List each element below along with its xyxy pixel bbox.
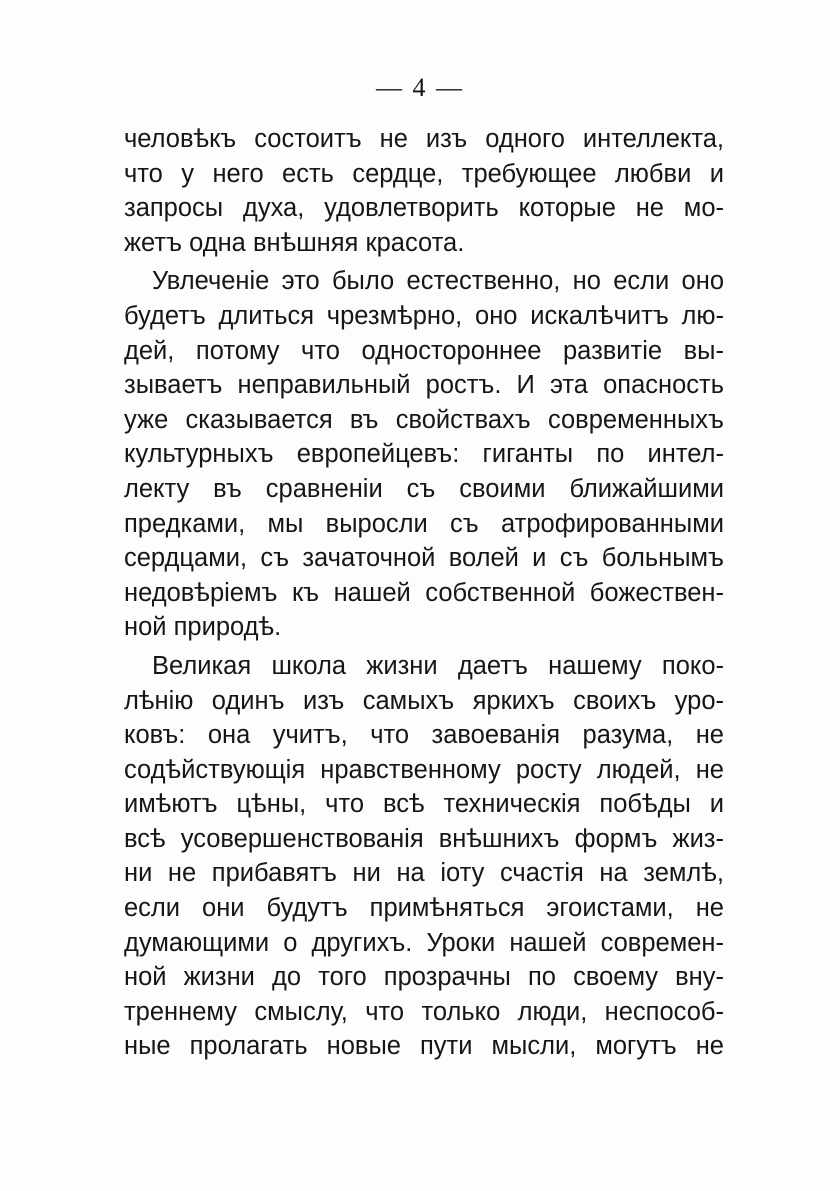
text-line: предками, мы выросли съ атрофированными xyxy=(124,509,724,538)
paragraph-1 xyxy=(124,122,724,260)
text-line: лѣнію одинъ изъ самыхъ яркихъ своихъ уро- xyxy=(124,686,724,715)
text-line: содѣйствующія нравственному росту людей, не xyxy=(124,755,724,784)
text-line: недовѣріемъ къ нашей собственной божествен- xyxy=(124,578,724,607)
text-line: что у него есть сердце, требующее любви и xyxy=(124,159,724,188)
text-line: треннему смыслу, что только люди, неспособ- xyxy=(124,997,724,1026)
text-line: ные пролагать новые пути мысли, могутъ не xyxy=(124,1032,724,1061)
text-line: ковъ: она учитъ, что завоеванія разума, не xyxy=(124,721,724,750)
text-line: ной природѣ. xyxy=(124,613,282,642)
text-line: ни не прибавятъ ни на іоту счастія на землѣ, xyxy=(124,859,724,888)
paragraph-3 xyxy=(124,649,724,1064)
text-line: дей, потому что одностороннее развитіе вы- xyxy=(124,336,724,365)
text-line: думающими о другихъ. Уроки нашей современ- xyxy=(124,928,724,957)
text-line: ной жизни до того прозрачны по своему вну- xyxy=(124,963,724,992)
text-line: лекту въ сравненіи съ своими ближайшими xyxy=(124,474,724,503)
text-line: культурныхъ европейцевъ: гиганты по интел- xyxy=(124,440,724,469)
text-line: всѣ усовершенствованія внѣшнихъ формъ жиз- xyxy=(124,824,724,853)
text-line: имѣютъ цѣны, что всѣ техническія побѣды и xyxy=(124,790,724,819)
text-line: будетъ длиться чрезмѣрно, оно искалѣчитъ лю- xyxy=(124,301,724,330)
body-text xyxy=(124,122,724,1064)
text-line: уже сказывается въ свойствахъ современныхъ xyxy=(124,405,724,434)
text-line: Великая школа жизни даетъ нашему поко- xyxy=(152,651,724,680)
page-number: — 4 — xyxy=(376,73,464,102)
text-line: Увлеченіе это было естественно, но если оно xyxy=(152,267,724,296)
text-line: если они будутъ примѣняться эгоистами, не xyxy=(124,894,724,923)
text-line: запросы духа, удовлетворить которые не мо- xyxy=(124,194,724,223)
text-line: сердцами, съ зачаточной волей и съ больнымъ xyxy=(124,544,724,573)
paragraph-2 xyxy=(124,264,724,645)
text-line: человѣкъ состоитъ не изъ одного интеллекта, xyxy=(124,125,724,153)
text-line: жетъ одна внѣшняя красота. xyxy=(124,228,465,257)
text-line: зываетъ неправильный ростъ. И эта опасность xyxy=(124,371,724,400)
